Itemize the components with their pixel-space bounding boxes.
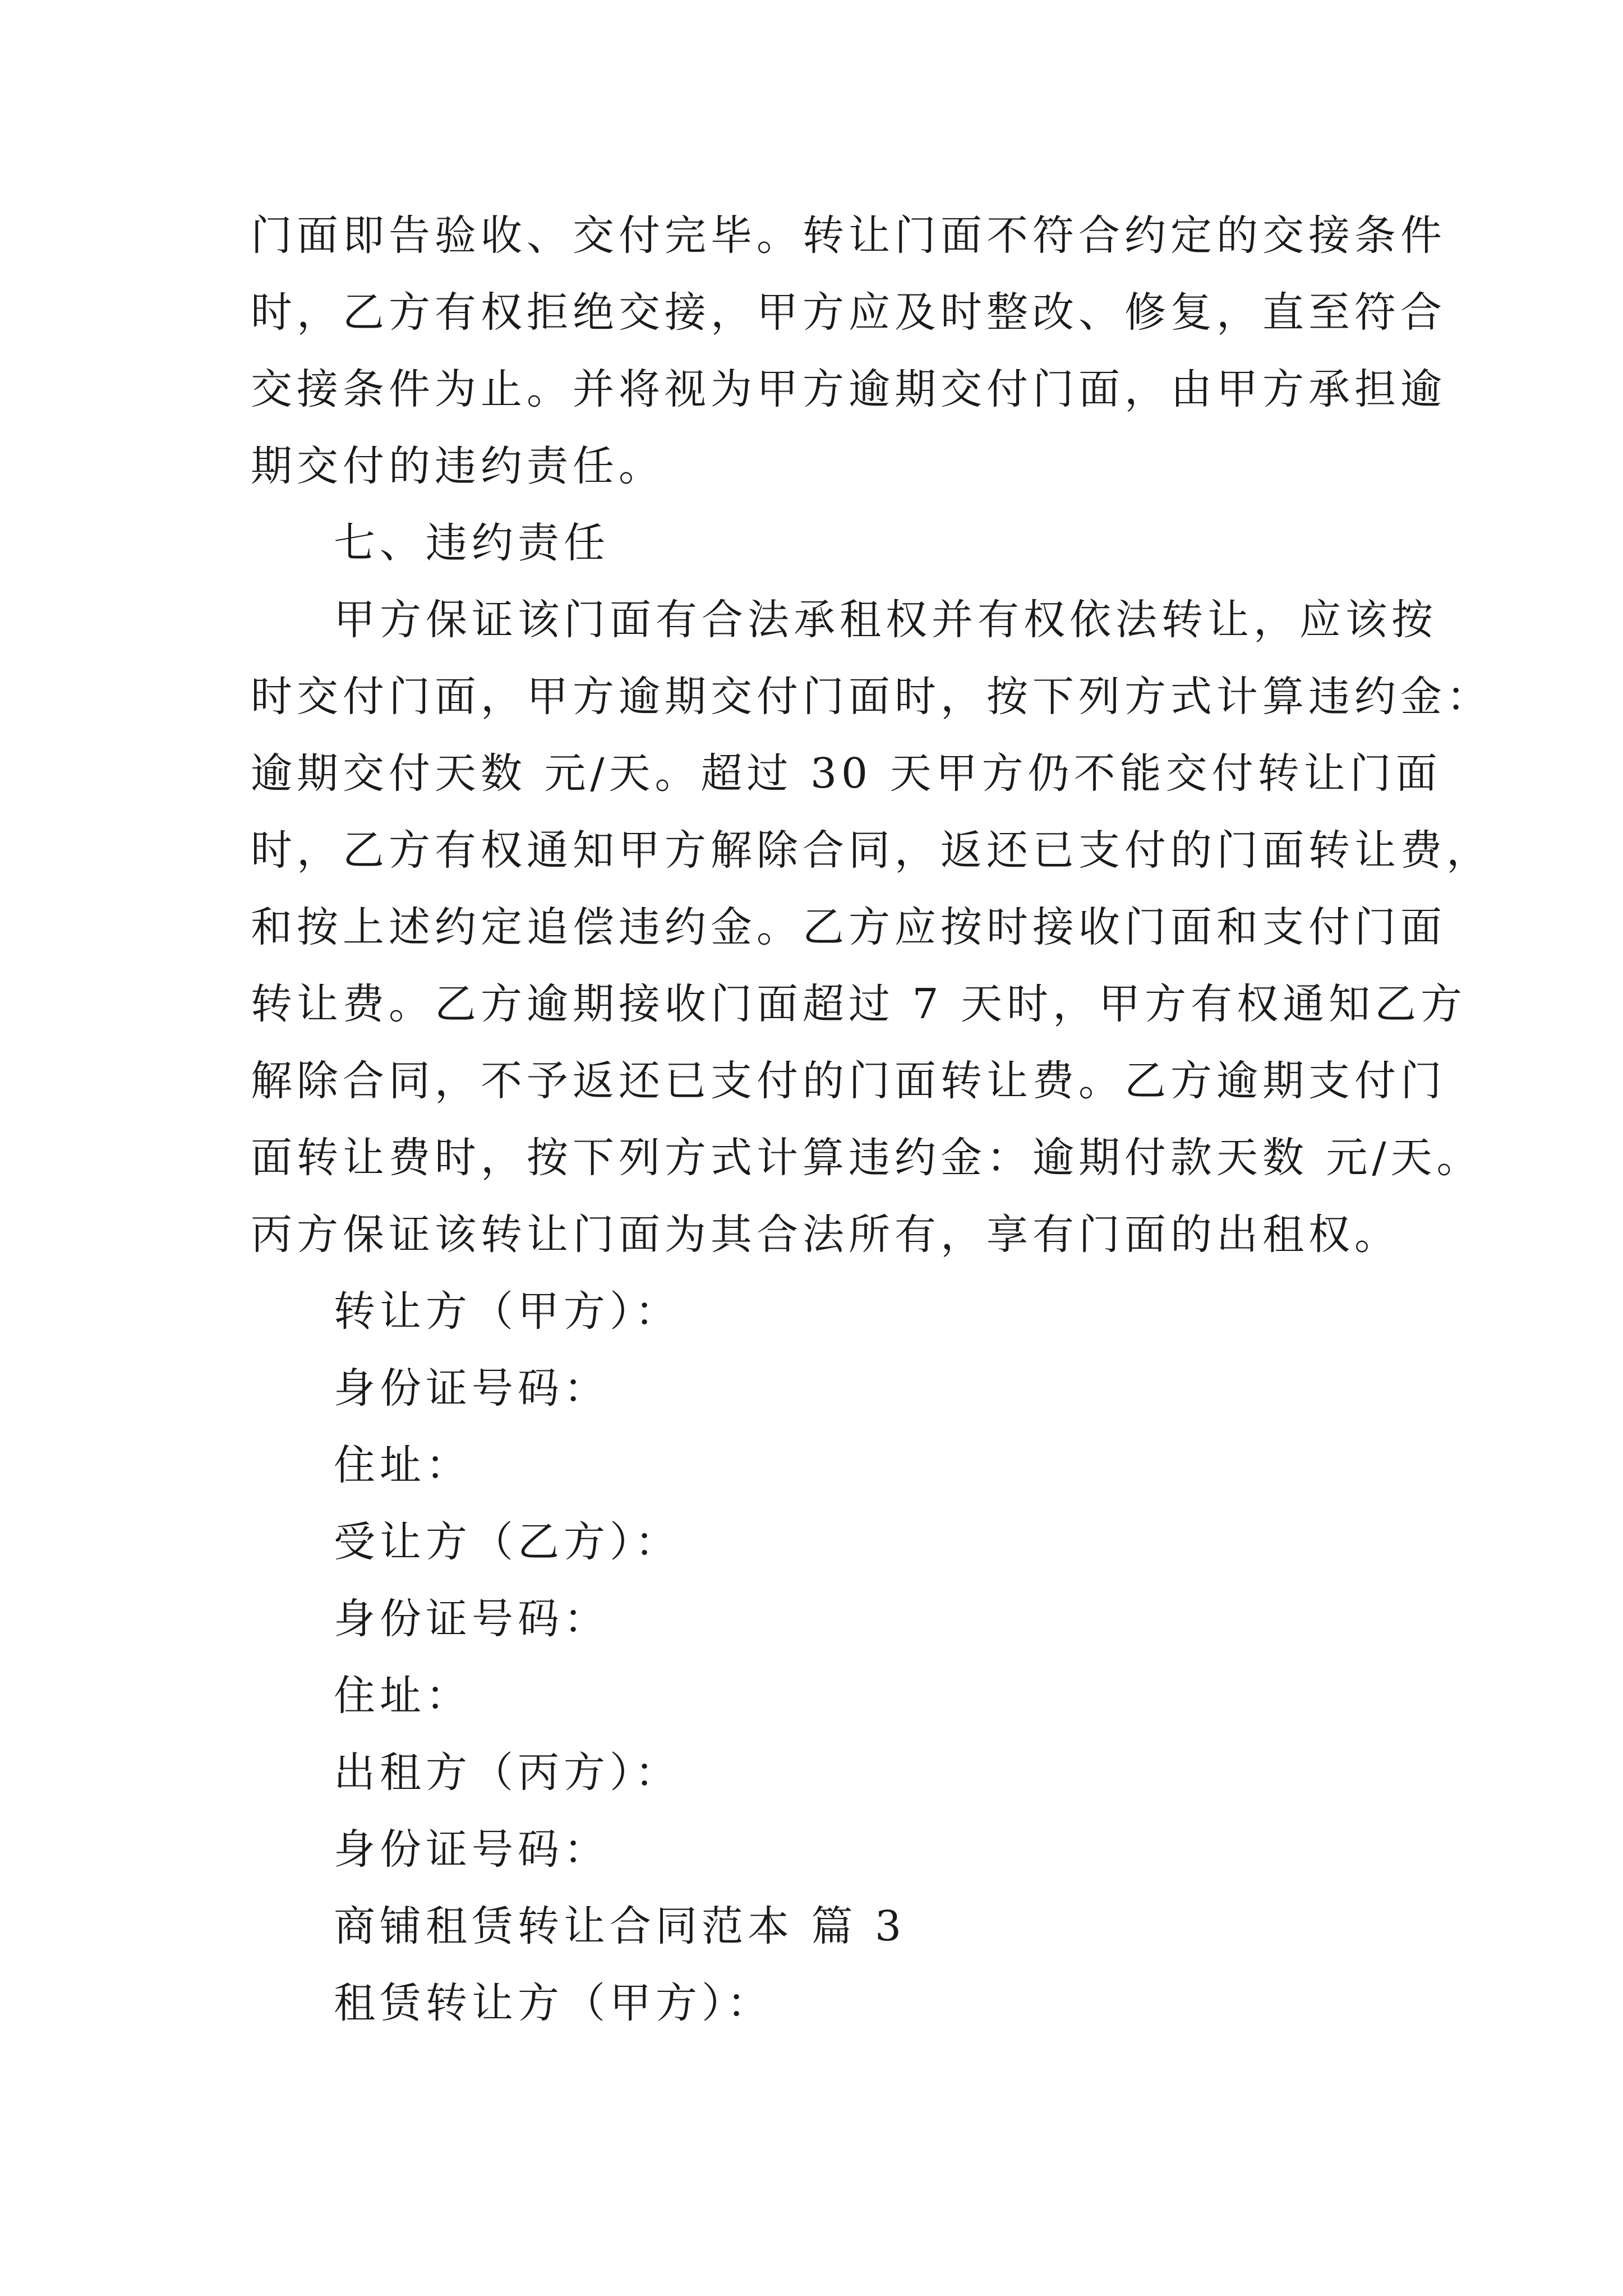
lessor-id-field: 身份证号码： [334, 1825, 610, 1874]
section-heading-breach [251, 505, 1378, 582]
text-line: 甲方保证该门面有合法承租权并有权依法转让，应该按 [334, 596, 1437, 644]
text-line: 转让费。乙方逾期接收门面超过 7 天时，甲方有权通知乙方 [251, 980, 1467, 1028]
text-line: 逾期交付天数 元/天。超过 30 天甲方仍不能交付转让门面 [251, 749, 1442, 798]
paragraph-handover [251, 197, 1446, 505]
text-line: 时交付门面，甲方逾期交付门面时，按下列方式计算违约金： [251, 673, 1492, 721]
transferee-field: 受让方（乙方）： [334, 1518, 681, 1566]
transferee-id-field: 身份证号码： [334, 1595, 610, 1643]
text-line: 期交付的违约责任。 [251, 442, 665, 490]
text-line: 交接条件为止。并将视为甲方逾期交付门面，由甲方承担逾 [251, 365, 1446, 413]
section-heading: 七、违约责任 [334, 519, 610, 567]
text-line: 时，乙方有权通知甲方解除合同，返还已支付的门面转让费， [251, 826, 1492, 875]
text-line: 丙方保证该转让门面为其合法所有，享有门面的出租权。 [251, 1211, 1400, 1259]
transferee-address-field: 住址： [334, 1672, 472, 1720]
signature-block [251, 1273, 1378, 1888]
transferor-field: 转让方（甲方）： [334, 1287, 681, 1336]
text-line: 面转让费时，按下列方式计算违约金：逾期付款天数 元/天。 [251, 1134, 1483, 1182]
text-line: 和按上述约定追偿违约金。乙方应按时接收门面和支付门面 [251, 903, 1446, 951]
transferor-id-field: 身份证号码： [334, 1364, 610, 1412]
lessor-field: 出租方（丙方）： [334, 1749, 681, 1797]
text-line: 时，乙方有权拒绝交接，甲方应及时整改、修复，直至符合 [251, 288, 1446, 337]
paragraph-breach [251, 582, 1492, 1273]
text-line: 解除合同，不予返还已支付的门面转让费。乙方逾期支付门 [251, 1057, 1446, 1105]
text-line: 门面即告验收、交付完毕。转让门面不符合约定的交接条件 [251, 211, 1446, 260]
document-body [251, 197, 1492, 2042]
next-contract-title: 商铺租赁转让合同范本 篇 3 [334, 1902, 906, 1950]
lease-transferor-field: 租赁转让方（甲方）： [334, 1979, 773, 2027]
transferor-address-field: 住址： [334, 1441, 472, 1489]
